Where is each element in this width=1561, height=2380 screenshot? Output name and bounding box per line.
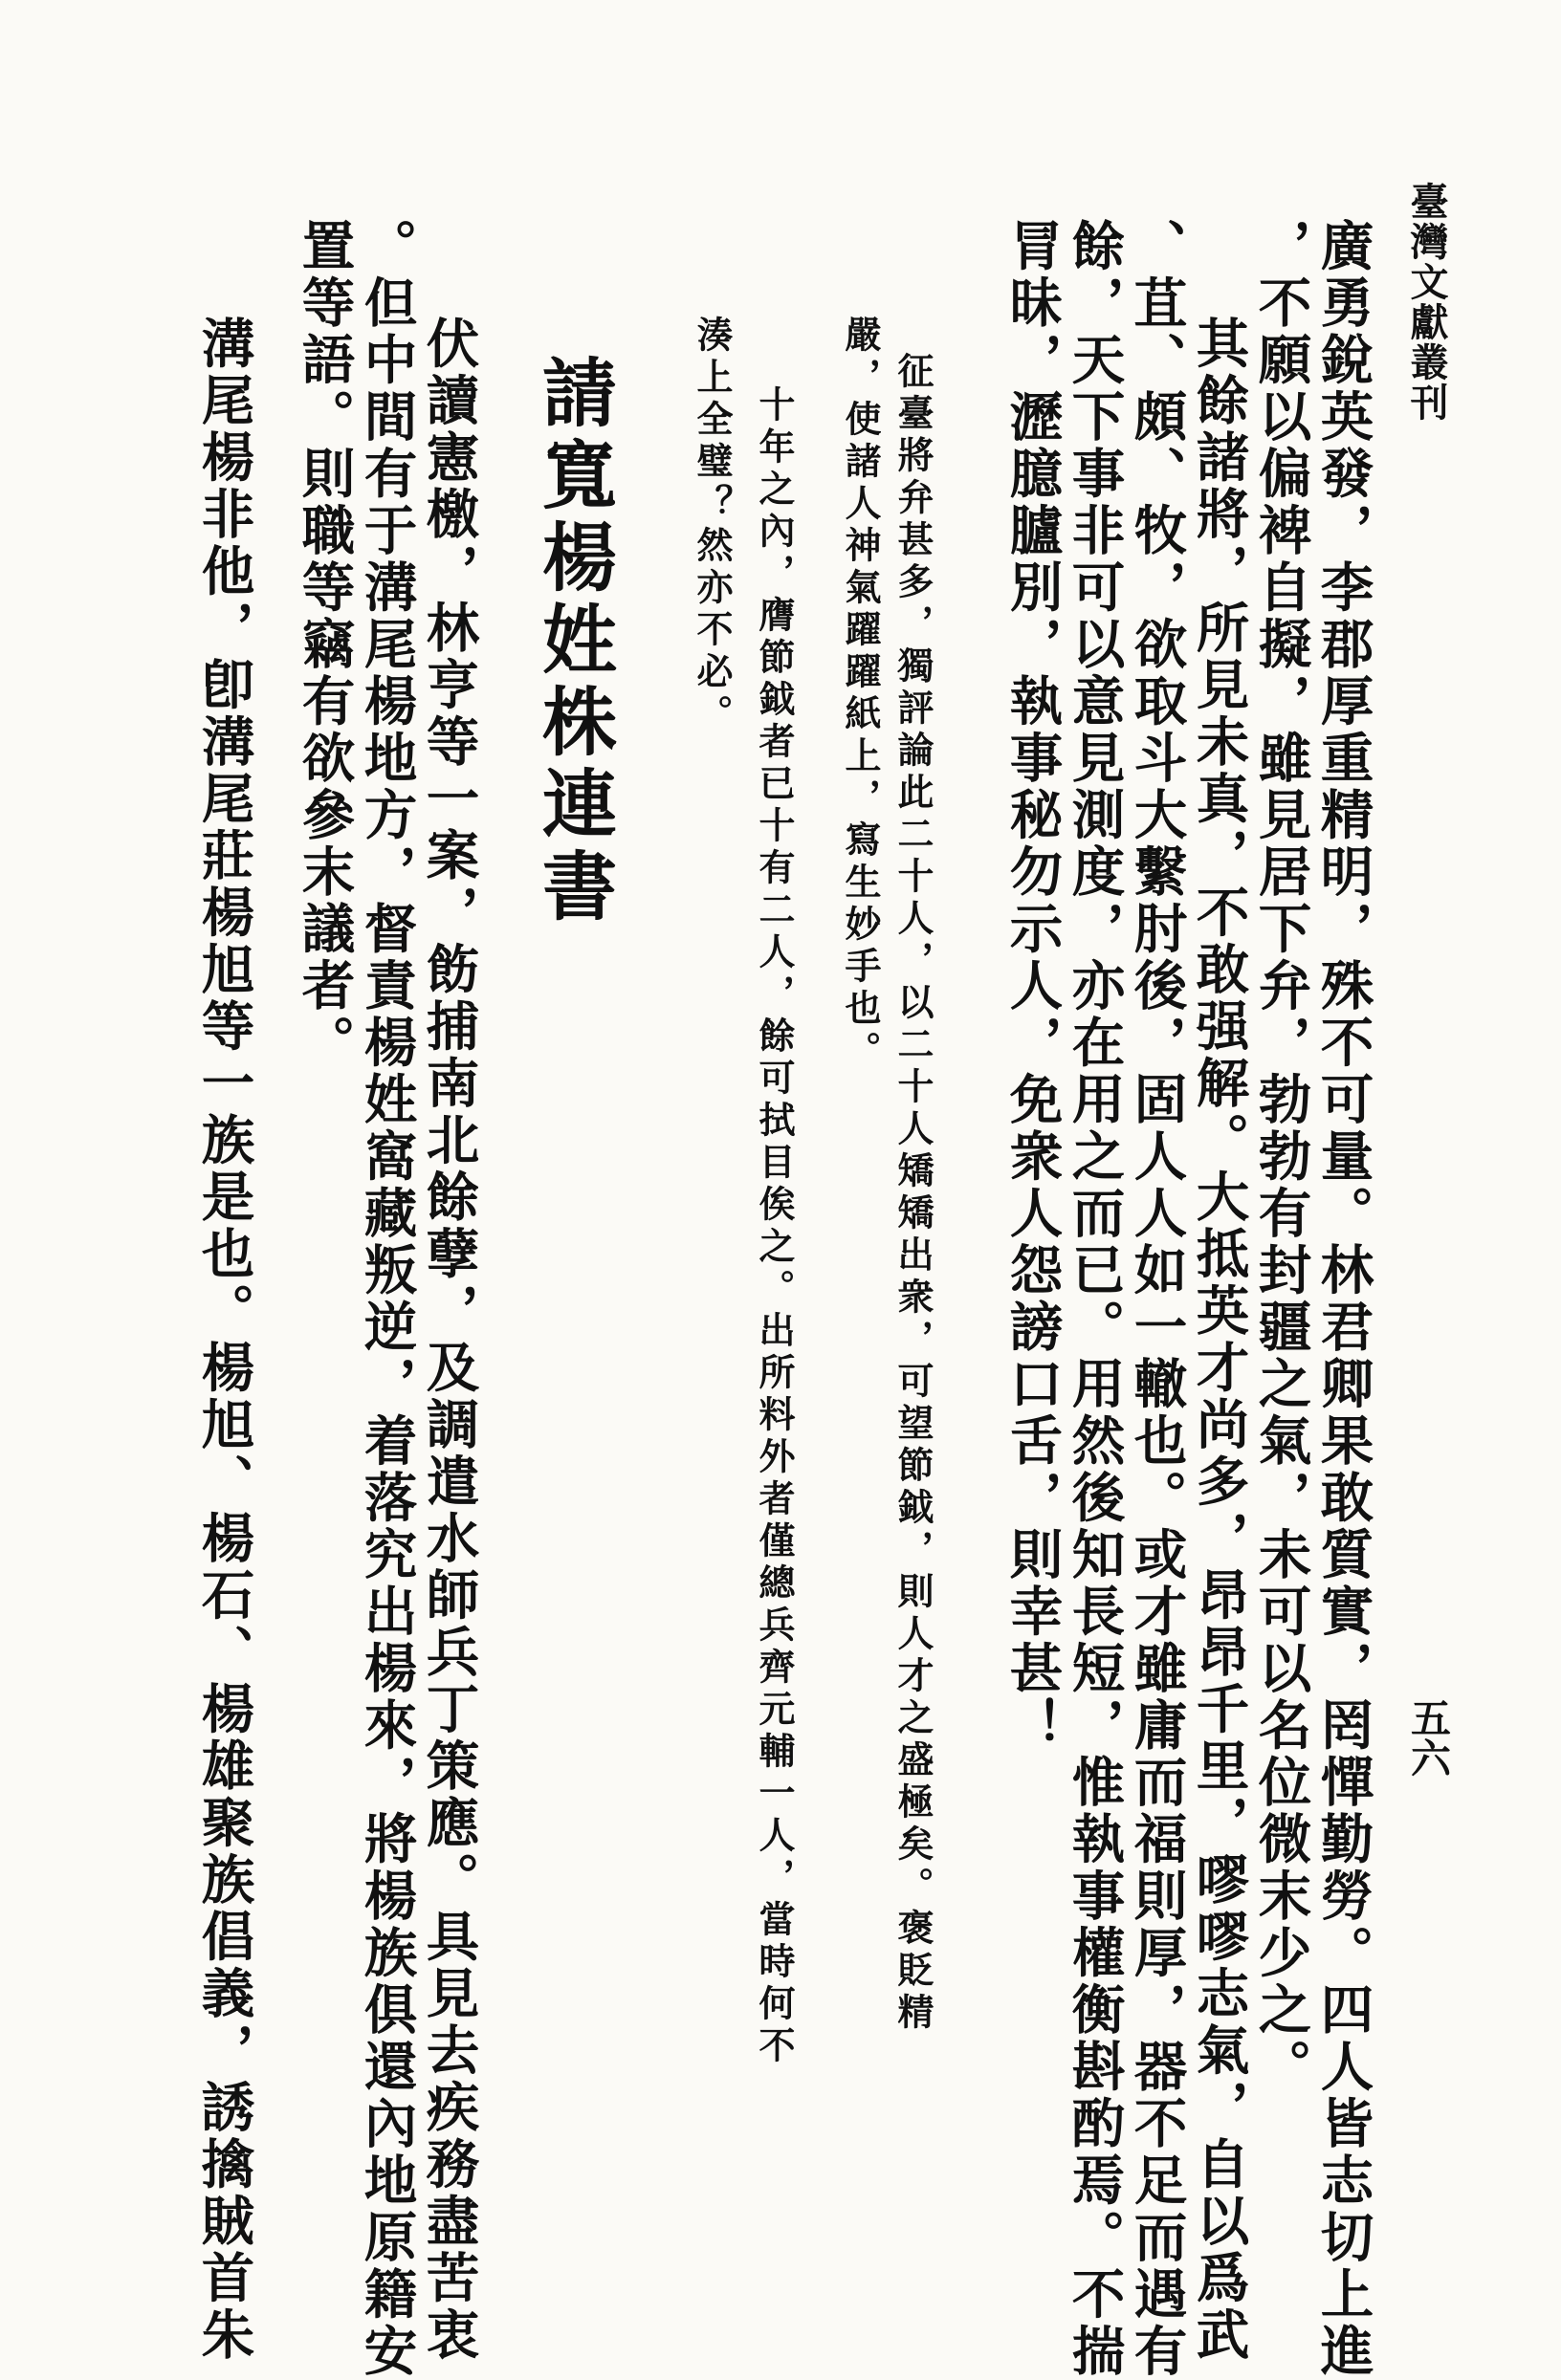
text-column: 冐昧，瀝臆臚別，執事秘勿示人，免衆人怨謗口舌，則幸甚！ <box>1000 218 1063 1755</box>
note-column: 湊上全璧？然亦不必。 <box>691 316 734 736</box>
text-column: 其餘諸將，所見未真，不敢强解。大抵英才尚多，昂昂千里，嘐嘐志氣，自以爲武 <box>1186 316 1249 2364</box>
note-column: 征臺將弁甚多，獨評論此二十人，以二十人矯矯出衆，可望節鉞，則人才之盛極矣。褒貶精 <box>891 352 934 2035</box>
note-column: 嚴，使諸人神氣躍躍紙上，寫生妙手也。 <box>839 316 882 1073</box>
text-column: 溝尾楊非他，卽溝尾莊楊旭等一族是也。楊旭、楊石、楊雄聚族倡義，誘擒賊首朱 <box>191 316 254 2364</box>
book-title: 臺灣文獻叢刊 <box>1404 182 1449 423</box>
text-column: 餘，天下事非可以意見測度，亦在用之而已。用然後知長短，惟執事權衡斟酌焉。不揣 <box>1062 218 1125 2380</box>
page-number: 五六 <box>1405 1697 1452 1778</box>
text-column: 置等語。則職等竊有欲參末議者。 <box>292 218 355 1072</box>
text-column: 伏讀憲檄，林亨等一案，飭捕南北餘孽，及調遣水師兵丁策應。具見去疾務盡苦衷 <box>416 316 479 2364</box>
note-column: 十年之內，膺節鉞者已十有二人，餘可拭目俟之。出所料外者僅總兵齊元輔一人，當時何不 <box>753 385 796 2068</box>
text-column: 。但中間有于溝尾楊地方，督責楊姓窩藏叛逆，着落究出楊來，將楊族俱還內地原籍安 <box>354 218 417 2380</box>
section-heading: 請寬楊姓株連書 <box>530 354 617 929</box>
text-column: 廣勇銳英發，李郡厚重精明，殊不可量。林君卿果敢質實，罔憚勤勞。四人皆志切上進 <box>1310 218 1374 2380</box>
text-column: 、苴、頗、牧，欲取斗大繫肘後，固人人如一轍也。或才雖庸而福則厚，器不足而遇有 <box>1124 218 1187 2380</box>
text-column: ，不願以偏裨自擬，雖見居下弁，勃勃有封疆之氣，未可以名位微末少之。 <box>1248 218 1311 2096</box>
